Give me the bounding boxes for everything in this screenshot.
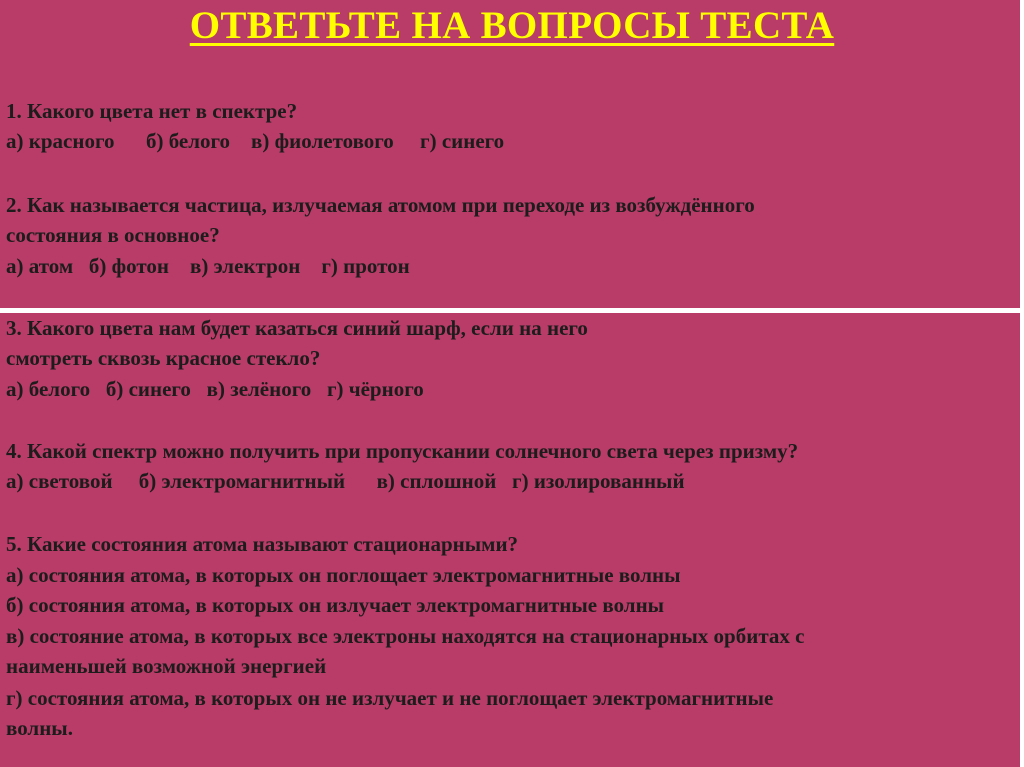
question-2-options: а) атом б) фотон в) электрон г) протон bbox=[6, 254, 410, 278]
question-3-options: а) белого б) синего в) зелёного г) чёрного bbox=[6, 377, 424, 401]
question-3-text: 3. Какого цвета нам будет казаться синий шарф, если на него bbox=[6, 316, 588, 340]
question-4-options: а) световой б) электромагнитный в) сплошной г) изолированный bbox=[6, 469, 685, 493]
question-5-option-d: г) состояния атома, в которых он не излучает и не поглощает электромагнитные bbox=[6, 686, 774, 710]
question-5-option-d-continued: волны. bbox=[6, 716, 73, 740]
question-5-option-c: в) состояние атома, в которых все электроны находятся на стационарных орбитах с bbox=[6, 624, 805, 648]
slide-title: ОТВЕТЬТЕ НА ВОПРОСЫ ТЕСТА bbox=[189, 4, 835, 47]
question-2-text-continued: состояния в основное? bbox=[6, 223, 220, 247]
question-5-option-b: б) состояния атома, в которых он излучает электромагнитные волны bbox=[6, 593, 665, 617]
question-3-text-continued: смотреть сквозь красное стекло? bbox=[6, 346, 321, 370]
question-1-options: а) красного б) белого в) фиолетового г) синего bbox=[6, 129, 505, 153]
question-5-option-a: а) состояния атома, в которых он поглощает электромагнитные волны bbox=[6, 563, 681, 587]
question-2-text: 2. Как называется частица, излучаемая атомом при переходе из возбуждённого bbox=[6, 193, 755, 217]
question-1-text: 1. Какого цвета нет в спектре? bbox=[6, 99, 298, 123]
question-5-text: 5. Какие состояния атома называют стационарными? bbox=[6, 532, 519, 556]
question-4-text: 4. Какой спектр можно получить при пропускании солнечного света через призму? bbox=[6, 439, 799, 463]
question-5-option-c-continued: наименьшей возможной энергией bbox=[6, 654, 327, 678]
